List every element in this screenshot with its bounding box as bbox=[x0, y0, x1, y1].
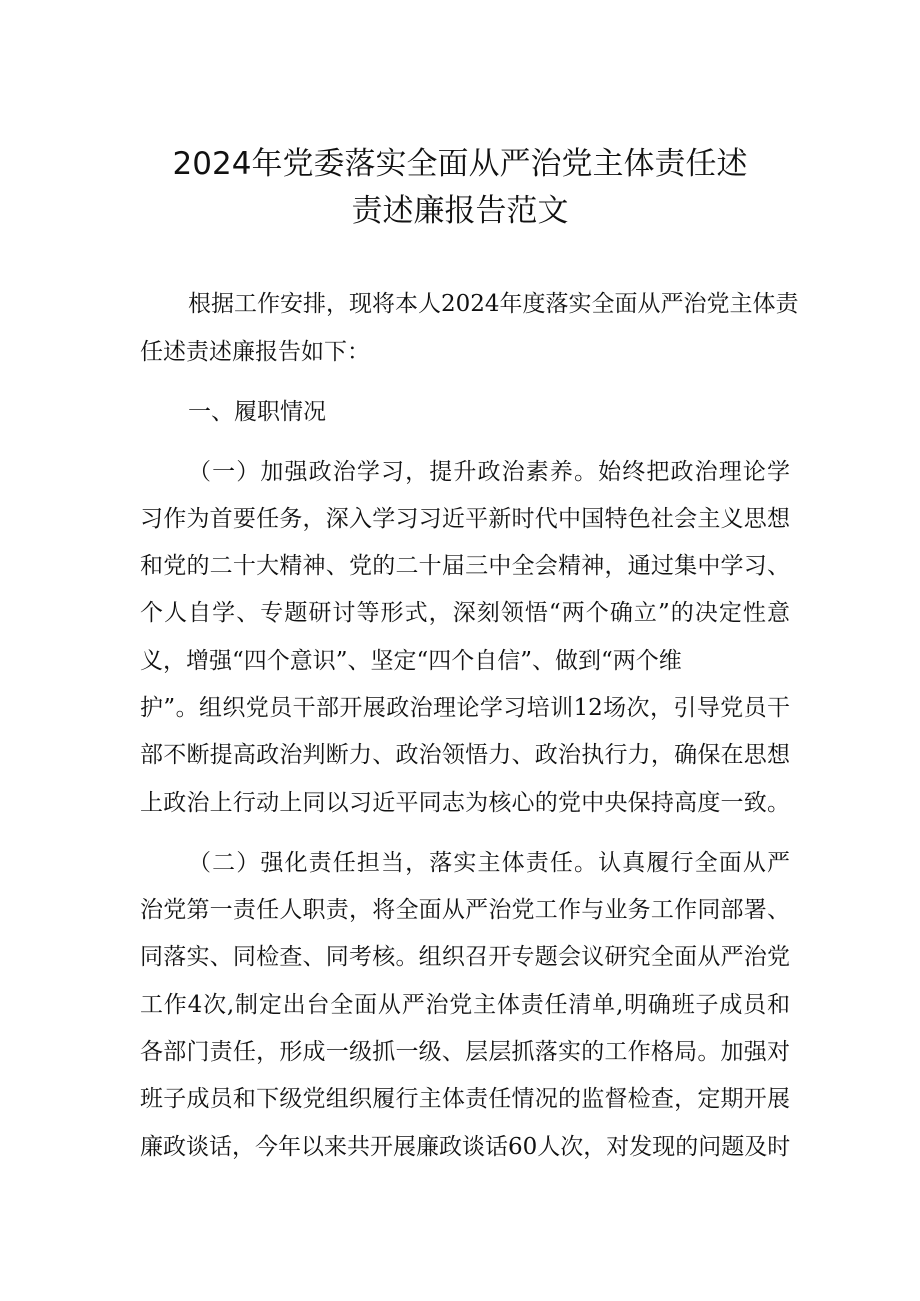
body-text-line: 护”。组织党员干部开展政治理论学习培训12场次，引导党员干 bbox=[140, 695, 790, 721]
body-text-line: 习作为首要任务，深入学习习近平新时代中国特色社会主义思想 bbox=[140, 506, 790, 532]
body-text-line: 任述责述廉报告如下： bbox=[140, 339, 370, 365]
body-text-line: 上政治上行动上同以习近平同志为核心的党中央保持高度一致。 bbox=[140, 790, 790, 816]
document-title-line-1: 2024年党委落实全面从严治党主体责任述 bbox=[172, 146, 748, 182]
body-text-line: 治党第一责任人职责，将全面从严治党工作与业务工作同部署、 bbox=[140, 897, 790, 923]
body-text-line: 班子成员和下级党组织履行主体责任情况的监督检查，定期开展 bbox=[140, 1086, 790, 1112]
document-title-line-2: 责述廉报告范文 bbox=[351, 193, 569, 229]
body-text-line: 部不断提高政治判断力、政治领悟力、政治执行力，确保在思想 bbox=[140, 742, 790, 768]
body-text-line: 和党的二十大精神、党的二十届三中全会精神，通过集中学习、 bbox=[140, 553, 790, 579]
body-text-line: 工作4次,制定出台全面从严治党主体责任清单,明确班子成员和 bbox=[140, 992, 790, 1018]
body-text-line: 同落实、同检查、同考核。组织召开专题会议研究全面从严治党 bbox=[140, 944, 790, 970]
body-text-line: （一）加强政治学习，提升政治素养。始终把政治理论学 bbox=[188, 459, 790, 485]
section-heading: 一、履职情况 bbox=[188, 399, 326, 425]
body-text-line: 各部门责任，形成一级抓一级、层层抓落实的工作格局。加强对 bbox=[140, 1039, 790, 1065]
body-text-line: 廉政谈话，今年以来共开展廉政谈话60人次，对发现的问题及时 bbox=[140, 1134, 791, 1160]
body-text-line: 个人自学、专题研讨等形式，深刻领悟“两个确立”的决定性意 bbox=[140, 600, 790, 626]
body-text-line: 根据工作安排，现将本人2024年度落实全面从严治党主体责 bbox=[188, 291, 799, 317]
body-text-line: （二）强化责任担当，落实主体责任。认真履行全面从严 bbox=[188, 850, 790, 876]
body-text-line: 义，增强“四个意识”、坚定“四个自信”、做到“两个维 bbox=[140, 648, 682, 674]
